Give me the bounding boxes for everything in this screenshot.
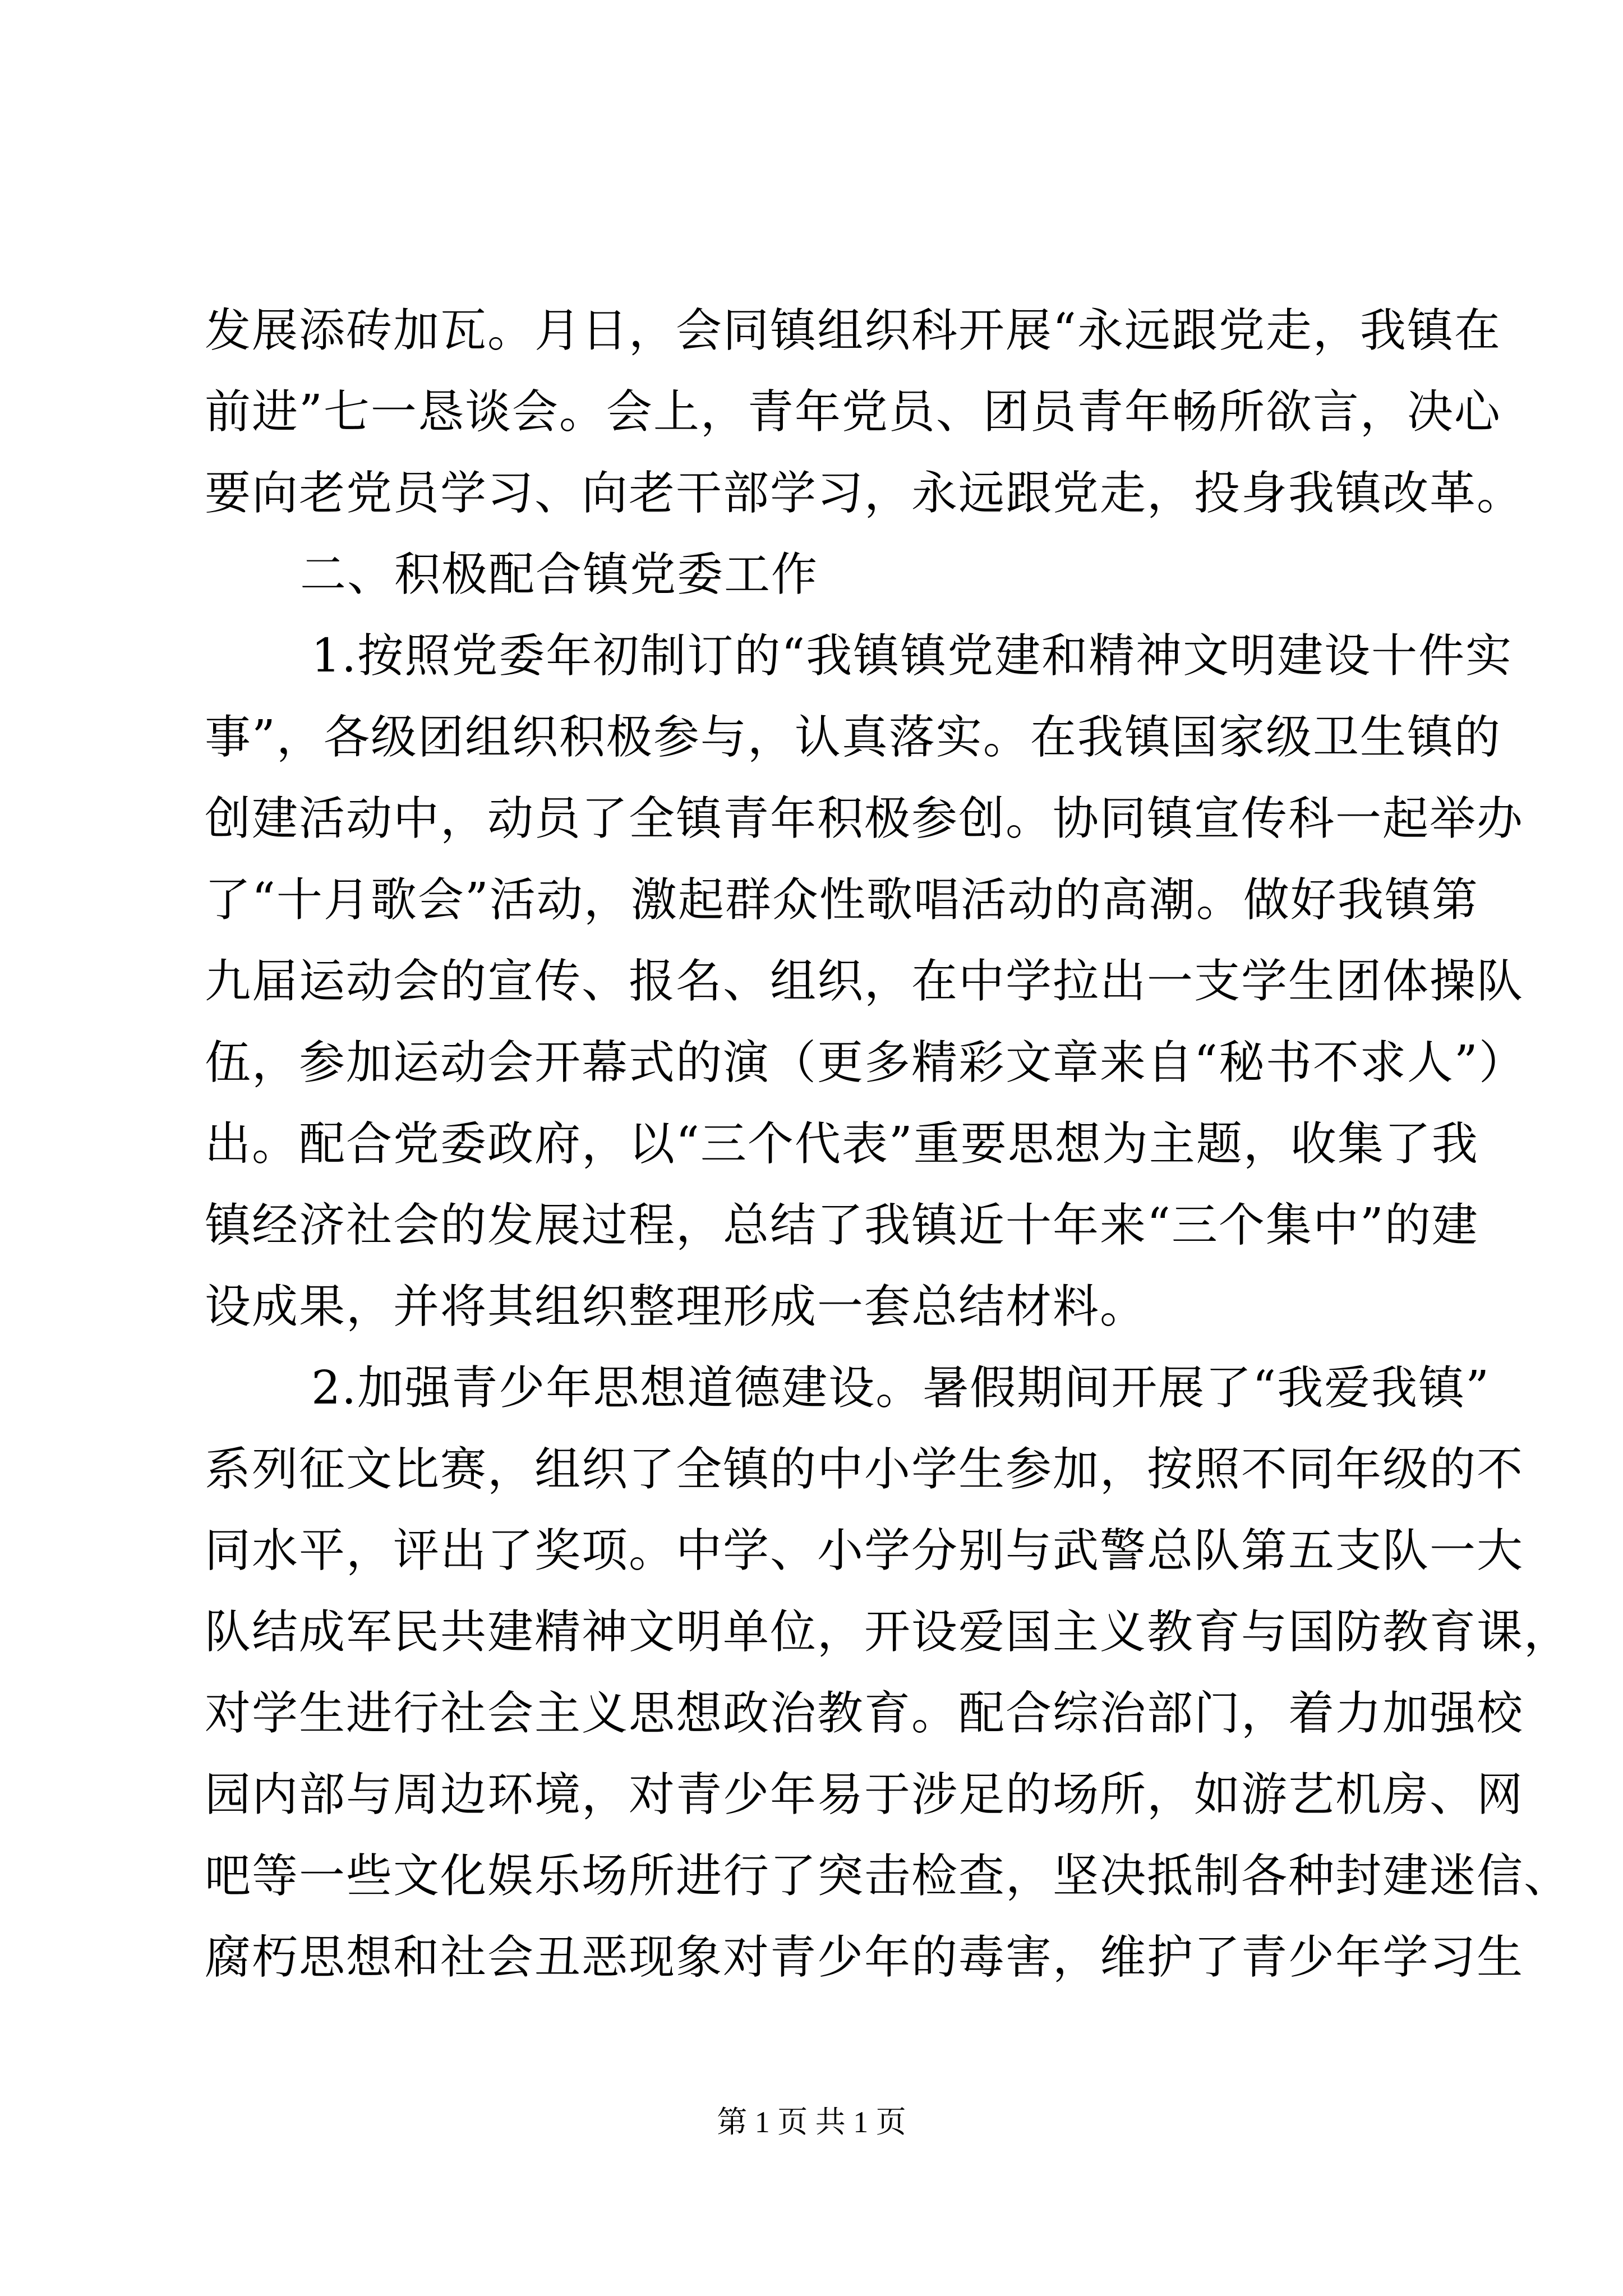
- section-heading: 二、积极配合镇党委工作: [300, 548, 819, 601]
- paragraph-line: 同水平，评出了奖项。中学、小学分别与武警总队第五支队一大: [205, 1524, 1524, 1577]
- page-footer: 第 1 页 共 1 页: [717, 2105, 906, 2139]
- paragraph-line: 伍，参加运动会开幕式的演（更多精彩文章来自“秘书不求人”）: [205, 1036, 1526, 1089]
- paragraph-line: 前进”七一恳谈会。会上，青年党员、团员青年畅所欲言，决心: [205, 385, 1501, 439]
- paragraph-line: 2.加强青少年思想道德建设。暑假期间开展了“我爱我镇”: [311, 1361, 1491, 1415]
- paragraph-line: 要向老党员学习、向老干部学习，永远跟党走，投身我镇改革。: [205, 467, 1524, 520]
- paragraph-line: 镇经济社会的发展过程，总结了我镇近十年来“三个集中”的建: [205, 1199, 1479, 1252]
- paragraph-line: 了“十月歌会”活动，激起群众性歌唱活动的高潮。做好我镇第: [205, 873, 1479, 927]
- paragraph-line: 吧等一些文化娱乐场所进行了突击检查，坚决抵制各种封建迷信、: [205, 1849, 1571, 1903]
- paragraph-line: 发展添砖加瓦。月日，会同镇组织科开展“永远跟党走，我镇在: [205, 304, 1501, 357]
- paragraph-line: 队结成军民共建精神文明单位，开设爱国主义教育与国防教育课，: [205, 1605, 1571, 1659]
- paragraph-line: 九届运动会的宣传、报名、组织，在中学拉出一支学生团体操队: [205, 955, 1524, 1008]
- paragraph-line: 腐朽思想和社会丑恶现象对青少年的毒害，维护了青少年学习生: [205, 1931, 1524, 1984]
- paragraph-line: 系列征文比赛，组织了全镇的中小学生参加，按照不同年级的不: [205, 1443, 1524, 1496]
- paragraph-line: 园内部与周边环境，对青少年易于涉足的场所，如游艺机房、网: [205, 1768, 1524, 1821]
- paragraph-line: 创建活动中，动员了全镇青年积极参创。协同镇宣传科一起举办: [205, 792, 1524, 845]
- paragraph-line: 设成果，并将其组织整理形成一套总结材料。: [205, 1280, 1147, 1333]
- paragraph-line: 事”，各级团组织积极参与，认真落实。在我镇国家级卫生镇的: [205, 711, 1501, 764]
- paragraph-line: 对学生进行社会主义思想政治教育。配合综治部门，着力加强校: [205, 1687, 1524, 1740]
- paragraph-line: 出。配合党委政府，以“三个代表”重要思想为主题，收集了我: [205, 1117, 1479, 1171]
- paragraph-line: 1.按照党委年初制订的“我镇镇党建和精神文明建设十件实: [311, 629, 1513, 683]
